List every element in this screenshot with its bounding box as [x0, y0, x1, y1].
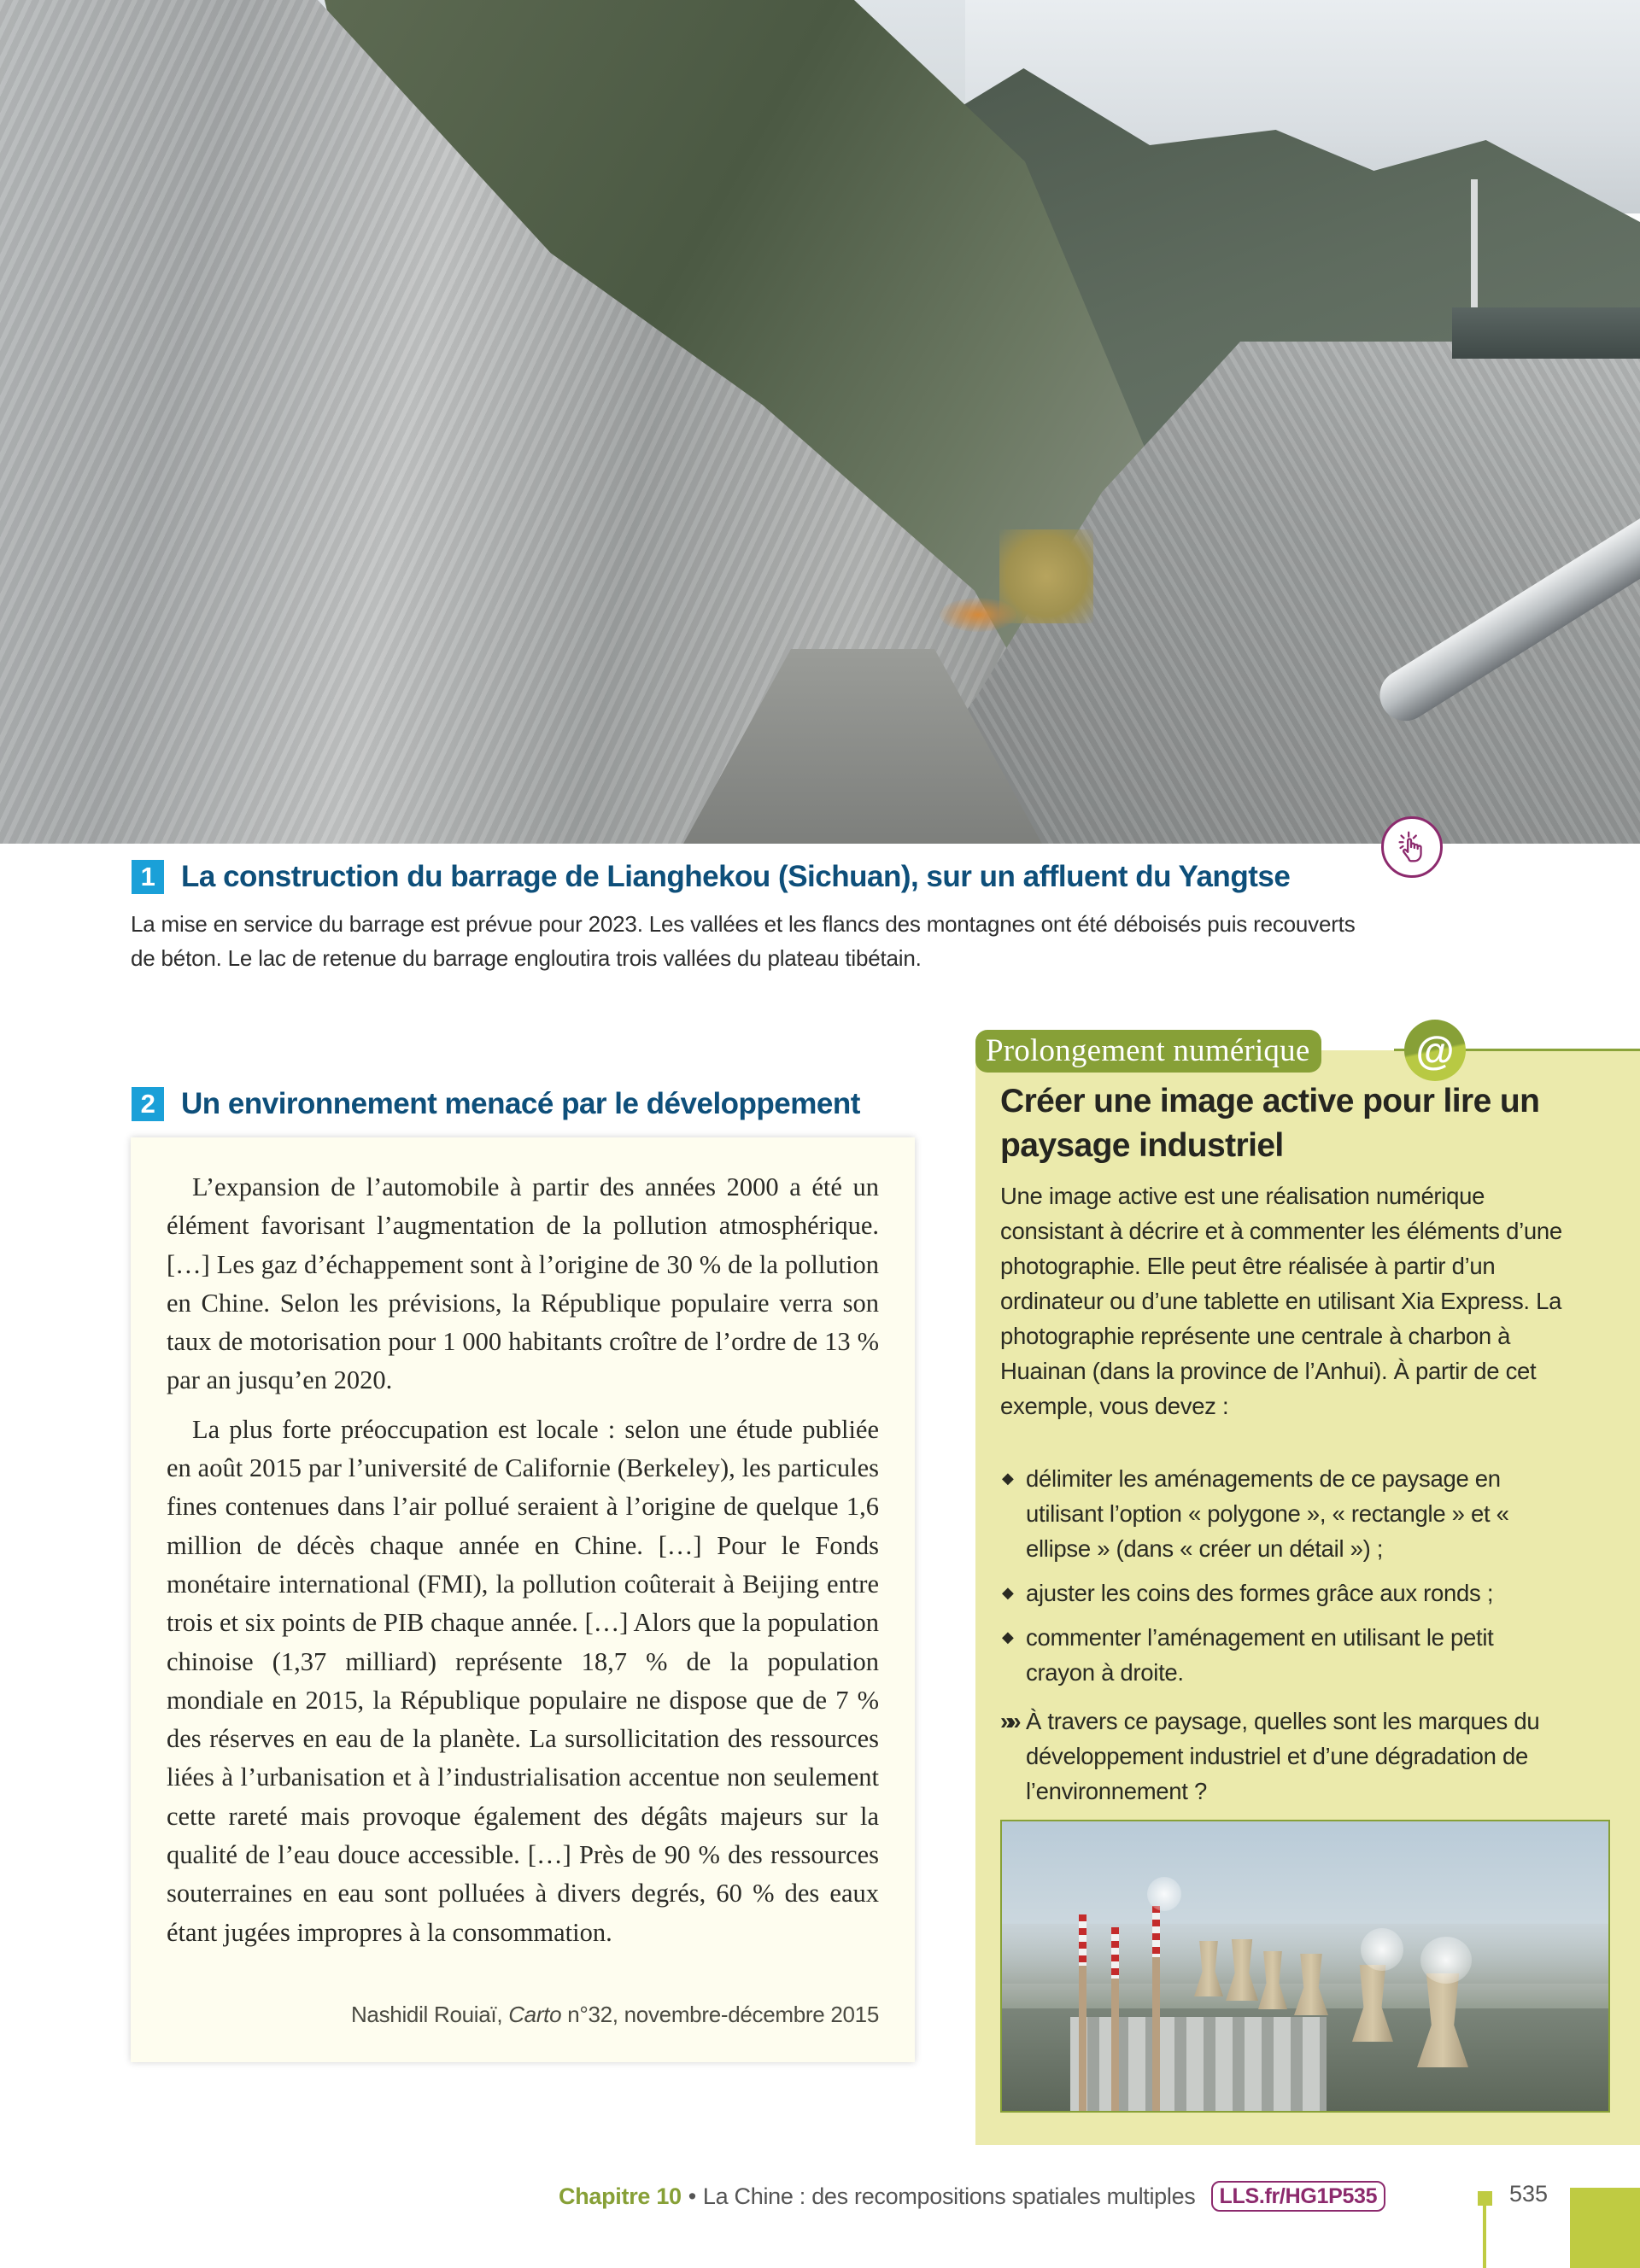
article-source	[351, 1996, 879, 2034]
dam-construction-photo	[0, 0, 1640, 844]
article-paragraph: La plus forte préoccupation est locale : selon une étude publiée en août 2015 par l’université de Californie (Berkeley), les particules fines contenues dans l’air pollué seraient à l’origine de quelque 1,6 million de décès chaque année en Chine. […] Pour le Fonds monétaire international (FMI), la pollution coûterait à Beijing entre trois et six points de PIB chaque année. […] Alors que la population chinoise (1,37 milliard) représente 18,7 % de la population mondiale en 2015, la République populaire ne dispose que de 7 % des réserves en eau de la planète. La sursollicitation des ressources liées à l’urbanisation et à l’industrialisation accentue non seulement cette rareté mais provoque également des dégâts majeurs sur la qualité de l’eau douce accessible. […] Près de 90 % des ressources souterraines en eau sont polluées à divers degrés, 60 % des eaux étant jugées impropres à la consommation.	[167, 1414, 879, 1947]
hand-pointer-icon	[1392, 827, 1432, 867]
chapter-label: Chapitre 10	[559, 2183, 682, 2209]
diamond-bullet-icon: ◆	[1002, 1584, 1014, 1601]
page-footer	[559, 2181, 1385, 2212]
step-text: délimiter les aménagements de ce paysage en utilisant l’option « polygone », « rectangle » et « ellipse » (dans « créer un détail ») ;	[1026, 1465, 1509, 1562]
source-details: n°32, novembre-décembre 2015	[567, 2002, 879, 2027]
chimney	[1079, 1914, 1086, 2111]
source-publication: Carto	[508, 2002, 562, 2027]
activity-heading: Créer une image active pour lire un paysage industriel	[1000, 1083, 1540, 1164]
step-text: commenter l’aménagement en utilisant le petit crayon à droite.	[1026, 1624, 1494, 1686]
doc2-title	[132, 1087, 860, 1121]
footer-separator: •	[688, 2183, 696, 2209]
construction-site	[940, 598, 1016, 632]
source-author: Nashidil Rouiaï,	[350, 2002, 503, 2027]
article-excerpt	[131, 1137, 915, 2062]
steam-plume	[1420, 1937, 1472, 1984]
activity-step	[1000, 1461, 1564, 1566]
chimney	[1111, 1927, 1119, 2111]
diamond-bullet-icon: ◆	[1002, 1470, 1014, 1487]
doc1-title-text: La construction du barrage de Lianghekou (Sichuan), sur un affluent du Yangtse	[181, 860, 1291, 893]
steam-plume	[1361, 1928, 1403, 1971]
doc1-title	[132, 860, 1290, 894]
page-number: 535	[1509, 2181, 1549, 2207]
footer-marker-line	[1483, 2203, 1486, 2268]
plant-buildings	[1070, 2017, 1327, 2111]
activity-instructions: Une image active est une réalisation numérique consistant à décrire et à commenter les éléments d’une photographie. Elle peut être réalisée à partir d’un ordinateur ou d’une tablette en utilisant Xia Express. La photographie représente une centrale à charbon à Huainan (dans la province de l’Anhui). À partir de cet exemple, vous devez :	[1000, 1183, 1562, 1419]
activity-steps	[1000, 1461, 1564, 1699]
article-paragraph: L’expansion de l’automobile à partir des années 2000 a été un élément favorisant l’augmentation de la pollution atmosphérique. […] Les gaz d’échappement sont à l’origine de 30 % de la pollution en Chine. Selon les prévisions, la République populaire verra son taux de motorisation pour 1 000 habitants croître de l’ordre de 13 % par an jusqu’en 2020.	[167, 1172, 879, 1395]
diamond-bullet-icon: ◆	[1002, 1628, 1014, 1645]
digital-extension-tag: Prolongement numérique	[975, 1030, 1321, 1073]
at-sign-icon: @	[1404, 1020, 1466, 1081]
interactive-image-button[interactable]	[1381, 816, 1443, 878]
activity-question	[1000, 1704, 1564, 1809]
activity-step	[1000, 1575, 1564, 1610]
chapter-corner-tab	[1570, 2188, 1640, 2268]
doc2-title-text: Un environnement menacé par le développement	[181, 1087, 860, 1120]
triple-chevron-icon: »»	[1000, 1708, 1016, 1734]
doc1-number-badge: 1	[132, 860, 164, 894]
doc2-number-badge: 2	[132, 1087, 164, 1121]
question-text: À travers ce paysage, quelles sont les marques du développement industriel et d’une dégradation de l’environnement ?	[1026, 1708, 1540, 1804]
doc1-caption: La mise en service du barrage est prévue pour 2023. Les vallées et les flancs des montagnes ont été déboisés puis recouverts de béton. Le lac de retenue du barrage engloutira trois vallées du plateau tibétain.	[131, 911, 1356, 971]
activity-step	[1000, 1620, 1564, 1690]
coal-power-plant-photo	[1000, 1820, 1610, 2113]
lls-link[interactable]: LLS.fr/HG1P535	[1211, 2181, 1386, 2212]
viewing-platform	[1452, 307, 1640, 359]
chimney	[1152, 1906, 1160, 2111]
steam-plume	[1147, 1877, 1181, 1911]
chapter-title: La Chine : des recompositions spatiales multiples	[702, 2183, 1196, 2209]
step-text: ajuster les coins des formes grâce aux ronds ;	[1026, 1580, 1494, 1606]
